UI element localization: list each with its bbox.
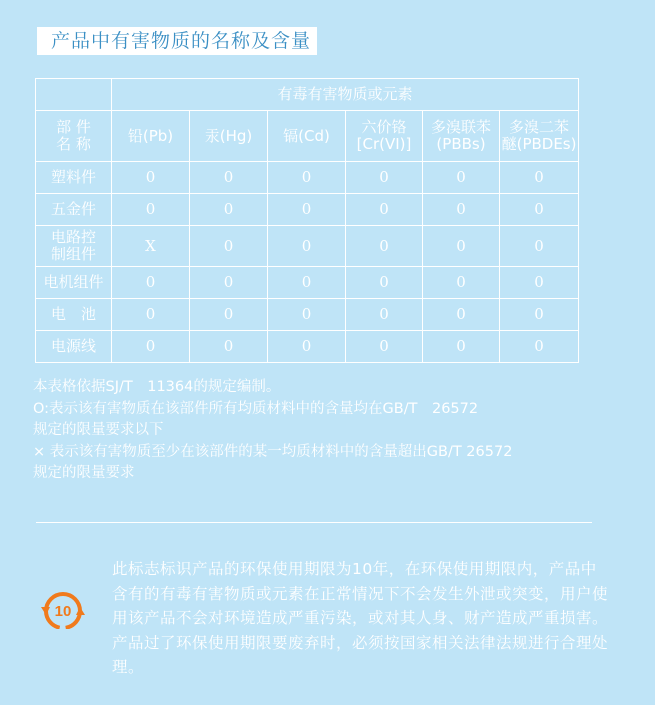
group-header: 有毒有害物质或元素 — [112, 79, 579, 111]
eco-period-paragraph: 此标志标识产品的环保使用期限为10年，在环保使用期限内，产品中含有的有毒有害物质或元素在正常情况下不会发生外泄或突变，用户使用该产品不会对环境造成严重污染，或对其人身、财产造成严重损害。产品过了环保使用期限要废弃时，必须按国家相关法律法规进行合理处理。 — [112, 560, 609, 676]
column-header-label: 铅(Pb) — [127, 126, 174, 145]
value-cell: 0 — [112, 299, 190, 331]
column-header-3 — [346, 111, 423, 162]
value-cell: 0 — [423, 194, 500, 226]
value-cell: 0 — [112, 267, 190, 299]
part-header-line1: 部 件 — [56, 118, 91, 136]
table-row — [36, 267, 579, 299]
value-cell: 0 — [500, 267, 579, 299]
note-line-4: × 表示该有害物质至少在该部件的某一均质材料中的含量超出GB/T 26572 — [33, 443, 513, 460]
column-header-1 — [190, 111, 268, 162]
value-cell: 0 — [268, 299, 346, 331]
column-header-5 — [500, 111, 579, 162]
blank-corner-cell — [36, 79, 112, 111]
column-header-label: 多溴二苯 — [509, 118, 570, 136]
value-cell: 0 — [423, 267, 500, 299]
value-cell: 0 — [500, 194, 579, 226]
column-header-4 — [423, 111, 500, 162]
column-header-0 — [112, 111, 190, 162]
column-header-label: 汞(Hg) — [204, 126, 253, 145]
value-cell: 0 — [190, 299, 268, 331]
value-cell: 0 — [423, 226, 500, 267]
column-header-label: 多溴联苯 — [430, 118, 491, 136]
note-line-3: 规定的限量要求以下 — [33, 422, 164, 438]
hazardous-substances-table — [35, 78, 579, 363]
part-name-cell: 电路控 制组件 — [36, 226, 112, 267]
value-cell: 0 — [500, 331, 579, 363]
value-cell: 0 — [423, 331, 500, 363]
logo-number: 10 — [54, 603, 72, 620]
value-cell: 0 — [500, 162, 579, 194]
table-row — [36, 162, 579, 194]
note-line-2: O:表示该有害物质在该部件所有均质材料中的含量均在GB/T 26572 — [33, 400, 479, 417]
part-name-cell: 塑料件 — [36, 162, 112, 194]
value-cell: 0 — [423, 299, 500, 331]
value-cell: 0 — [346, 226, 423, 267]
part-header — [36, 111, 112, 162]
divider — [36, 522, 592, 523]
value-cell: 0 — [500, 226, 579, 267]
value-cell: 0 — [268, 331, 346, 363]
value-cell: 0 — [190, 331, 268, 363]
table-row — [36, 299, 579, 331]
value-cell: 0 — [190, 226, 268, 267]
column-header-sublabel: 醚(PBDEs) — [501, 135, 577, 153]
part-header-line2: 名 称 — [56, 135, 91, 153]
note-line-1: 本表格依据SJ/T 11364的规定编制。 — [33, 379, 281, 395]
value-cell: 0 — [346, 194, 423, 226]
value-cell: X — [112, 226, 190, 267]
page-title: 产品中有害物质的名称及含量 — [37, 27, 317, 55]
part-name-cell: 电机组件 — [36, 267, 112, 299]
value-cell: 0 — [190, 267, 268, 299]
column-header-2 — [268, 111, 346, 162]
note-line-5: 规定的限量要求 — [33, 465, 135, 481]
notes — [33, 377, 603, 485]
value-cell: 0 — [346, 267, 423, 299]
column-header-sublabel: [Cr(VI)] — [356, 135, 412, 153]
value-cell: 0 — [346, 162, 423, 194]
column-header-sublabel: (PBBs) — [436, 135, 486, 153]
table-row — [36, 226, 579, 267]
column-header-label: 六价铬 — [361, 118, 407, 136]
value-cell: 0 — [268, 226, 346, 267]
value-cell: 0 — [268, 267, 346, 299]
part-name-cell: 电 池 — [36, 299, 112, 331]
table-row — [36, 331, 579, 363]
value-cell: 0 — [190, 194, 268, 226]
value-cell: 0 — [346, 299, 423, 331]
value-cell: 0 — [268, 162, 346, 194]
value-cell: 0 — [112, 331, 190, 363]
column-header-label: 镉(Cd) — [283, 126, 330, 145]
value-cell: 0 — [112, 194, 190, 226]
part-name-cell: 五金件 — [36, 194, 112, 226]
part-name-cell: 电源线 — [36, 331, 112, 363]
eco-period-10-icon — [38, 585, 88, 629]
table-row — [36, 194, 579, 226]
value-cell: 0 — [423, 162, 500, 194]
value-cell: 0 — [346, 331, 423, 363]
value-cell: 0 — [190, 162, 268, 194]
value-cell: 0 — [112, 162, 190, 194]
value-cell: 0 — [500, 299, 579, 331]
value-cell: 0 — [268, 194, 346, 226]
